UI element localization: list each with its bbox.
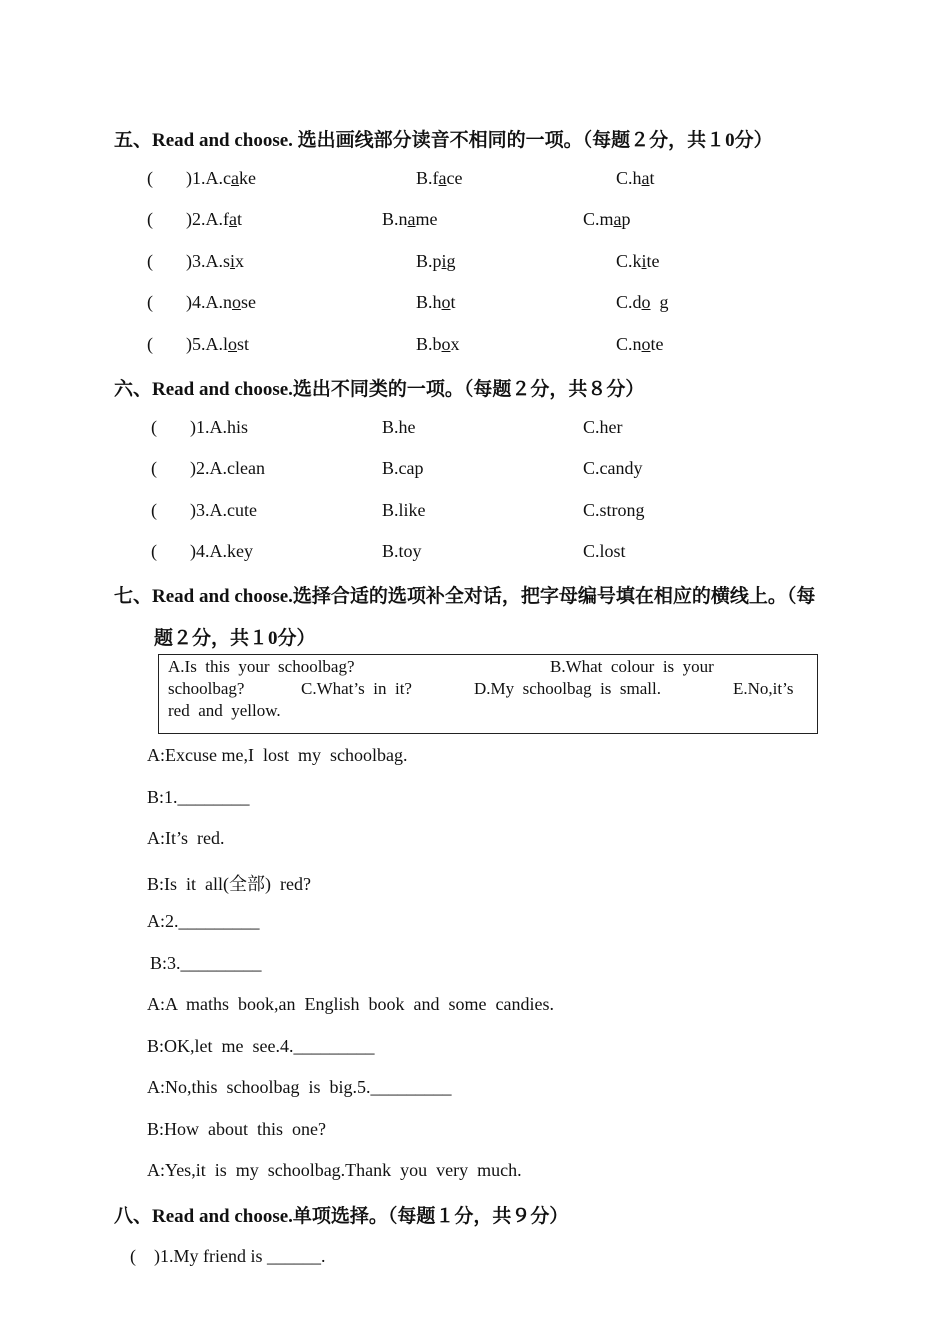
dialogue-line: B:OK,let me see.4._________ <box>147 1036 375 1056</box>
s5-option-a: )1.A.cake <box>186 168 256 188</box>
s6-option-a: )2.A.clean <box>190 458 265 478</box>
answer-paren: ( <box>151 541 157 561</box>
answer-paren: ( <box>147 168 153 188</box>
dialogue-line: B:1.________ <box>147 787 250 807</box>
s5-option-c: C.do g <box>616 292 669 312</box>
s6-option-b: B.toy <box>382 541 422 561</box>
s6-option-c: C.strong <box>583 500 645 520</box>
s5-option-c: C.hat <box>616 168 655 188</box>
s6-option-b: B.like <box>382 500 426 520</box>
dialogue-line: A:Excuse me,I lost my schoolbag. <box>147 745 408 765</box>
dialogue-line: A:A maths book,an English book and some candies. <box>147 994 554 1014</box>
answer-paren: ( <box>151 417 157 437</box>
dialogue-line: A:2._________ <box>147 911 260 931</box>
dialogue-line: B:How about this one? <box>147 1119 326 1139</box>
s5-option-a: )4.A.nose <box>186 292 256 312</box>
option-b: B.What colour is your <box>550 657 714 676</box>
s6-option-a: )3.A.cute <box>190 500 257 520</box>
dialogue-line: A:Yes,it is my schoolbag.Thank you very much. <box>147 1160 522 1180</box>
option-c: C.What’s in it? <box>301 679 412 698</box>
s6-option-a: )4.A.key <box>190 541 253 561</box>
s6-option-b: B.cap <box>382 458 424 478</box>
s6-option-a: )1.A.his <box>190 417 248 437</box>
dialogue-line: A:No,this schoolbag is big.5._________ <box>147 1077 452 1097</box>
answer-paren: ( <box>151 458 157 478</box>
dialogue-line: B:Is it all(全部) red? <box>147 874 311 894</box>
section-8-header: 八、Read and choose.单项选择。（每题１分，共９分） <box>114 1206 569 1227</box>
s8-question-1: ( )1.My friend is ______. <box>130 1246 326 1266</box>
s5-option-a: )5.A.lost <box>186 334 250 354</box>
s5-option-c: C.map <box>583 209 631 229</box>
s5-option-b: B.pig <box>416 251 456 271</box>
answer-paren: ( <box>147 251 153 271</box>
s6-option-c: C.her <box>583 417 623 437</box>
s5-option-c: C.note <box>616 334 664 354</box>
s5-option-a: )2.A.fat <box>186 209 243 229</box>
s5-option-b: B.hot <box>416 292 456 312</box>
answer-paren: ( <box>147 292 153 312</box>
s6-option-c: C.candy <box>583 458 643 478</box>
section-6-header: 六、Read and choose.选出不同类的一项。（每题２分，共８分） <box>114 379 645 400</box>
option-b-cont: schoolbag? <box>168 679 245 698</box>
option-a: A.Is this your schoolbag? <box>168 657 355 676</box>
s5-option-b: B.box <box>416 334 460 354</box>
section-7-header: 七、Read and choose.选择合适的选项补全对话，把字母编号填在相应的横线上。（每 <box>114 586 816 607</box>
section-5-header: 五、Read and choose. 选出画线部分读音不相同的一项。（每题２分，共１0分） <box>114 130 773 151</box>
answer-paren: ( <box>151 500 157 520</box>
dialogue-line: A:It’s red. <box>147 828 225 848</box>
section-7-header-cont: 题２分，共１0分） <box>154 628 316 649</box>
answer-paren: ( <box>147 209 153 229</box>
s6-option-c: C.lost <box>583 541 626 561</box>
s6-option-b: B.he <box>382 417 416 437</box>
option-e: E.No,it’s <box>733 679 794 698</box>
option-d: D.My schoolbag is small. <box>474 679 661 698</box>
s5-option-b: B.face <box>416 168 463 188</box>
answer-paren: ( <box>147 334 153 354</box>
option-e-cont: red and yellow. <box>168 701 281 720</box>
s5-option-c: C.kite <box>616 251 660 271</box>
dialogue-line: B:3._________ <box>150 953 262 973</box>
s5-option-b: B.name <box>382 209 438 229</box>
s5-option-a: )3.A.six <box>186 251 245 271</box>
